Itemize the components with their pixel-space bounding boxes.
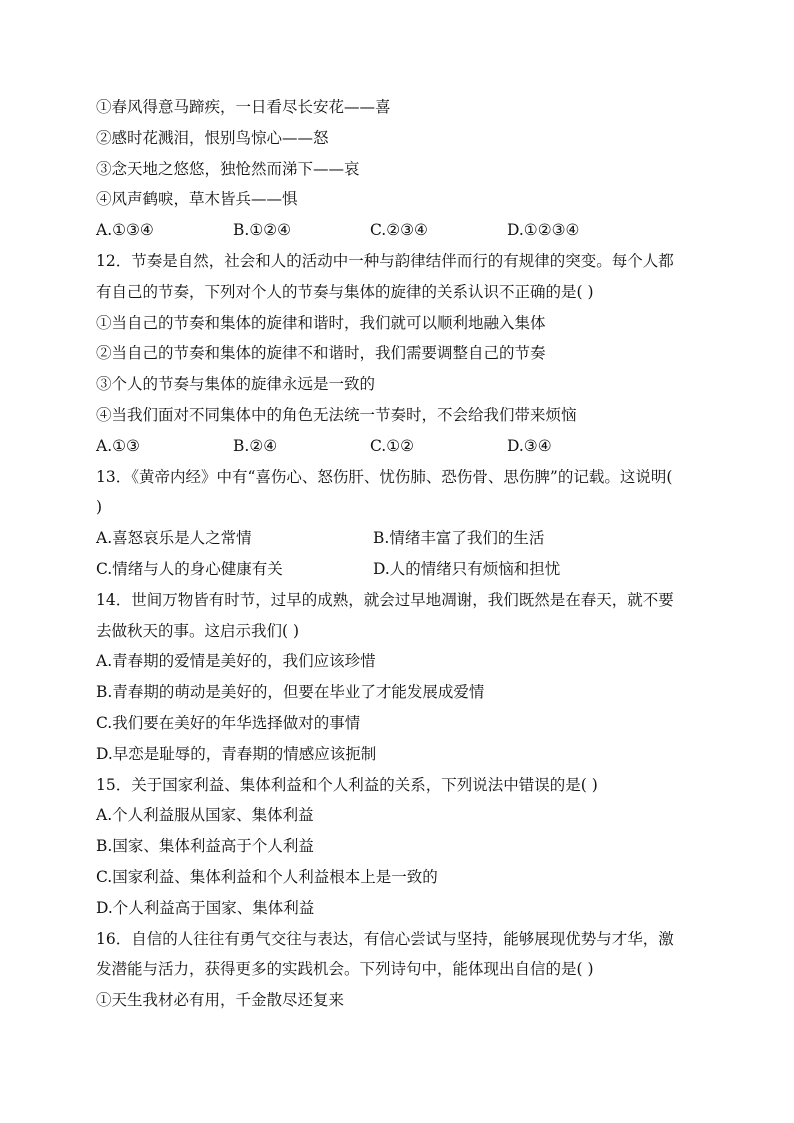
q14-option-c: C.我们要在美好的年华选择做对的事情 [96, 713, 361, 732]
q12-option-d: D.③④ [507, 436, 552, 455]
q12-item-4: ④当我们面对不同集体中的角色无法统一节奏时，不会给我们带来烦恼 [96, 405, 577, 424]
q11-item-1: ①春风得意马蹄疾，一日看尽长安花——喜 [96, 98, 391, 116]
q14-option-b: B.青春期的萌动是美好的，但要在毕业了才能发展成爱情 [96, 683, 485, 702]
q11-item-2: ②感时花溅泪，恨别鸟惊心——怒 [96, 128, 329, 147]
q13-stem-line-2: ) [96, 498, 103, 517]
q15-option-c: C.国家利益、集体利益和个人利益根本上是一致的 [96, 867, 438, 886]
q13-option-b: B.情绪丰富了我们的生活 [373, 529, 545, 548]
q12-item-3: ③个人的节奏与集体的旋律永远是一致的 [96, 375, 376, 394]
q16-stem-line-1: 16．自信的人往往有勇气交往与表达，有信心尝试与坚持，能够展现优势与才华，激 [96, 929, 674, 948]
q12-option-c: C.①② [370, 436, 415, 455]
q15-option-a: A.个人利益服从国家、集体利益 [96, 806, 314, 825]
q11-options [96, 215, 706, 246]
q11-option-b: B.①②④ [233, 221, 292, 240]
q13-options-row-2 [96, 554, 706, 585]
exam-page [96, 92, 706, 1016]
q14-stem-line-2: 去做秋天的事。这启示我们( ) [96, 621, 300, 640]
q12-stem-line-1: 12．节奏是自然，社会和人的活动中一种与韵律结伴而行的有规律的突变。每个人都 [96, 251, 674, 270]
q11-option-a: A.①③④ [96, 221, 154, 240]
question-12 [96, 246, 706, 462]
q12-item-2: ②当自己的节奏和集体的旋律不和谐时，我们需要调整自己的节奏 [96, 344, 546, 363]
q16-stem-line-2: 发潜能与活力，获得更多的实践机会。下列诗句中，能体现出自信的是( ) [96, 960, 594, 979]
q12-item-1: ①当自己的节奏和集体的旋律和谐时，我们就可以顺利地融入集体 [96, 313, 546, 332]
q13-option-d: D.人的情绪只有烦恼和担忧 [373, 559, 561, 578]
q13-options-row-1 [96, 523, 706, 554]
q14-option-d: D.早恋是耻辱的，青春期的情感应该扼制 [96, 744, 377, 763]
q12-stem-line-2: 有自己的节奏，下列对个人的节奏与集体的旋律的关系认识不正确的是( ) [96, 282, 594, 301]
q13-option-a: A.喜怒哀乐是人之常情 [96, 529, 252, 548]
q14-option-a: A.青春期的爱情是美好的，我们应该珍惜 [96, 652, 376, 671]
q11-item-3: ③念天地之悠悠，独怆然而涕下——哀 [96, 159, 360, 178]
q14-stem-line-1: 14．世间万物皆有时节，过早的成熟，就会过早地凋谢，我们既然是在春天，就不要 [96, 590, 674, 609]
q15-option-d: D.个人利益高于国家、集体利益 [96, 898, 315, 917]
q12-options [96, 431, 706, 462]
q11-item-4: ④风声鹤唳，草木皆兵——惧 [96, 190, 298, 209]
q11-option-c: C.②③④ [370, 221, 428, 240]
q12-option-b: B.②④ [233, 436, 278, 455]
question-11 [96, 92, 706, 246]
q16-item-1: ①天生我材必有用，千金散尽还复来 [96, 991, 345, 1010]
question-16 [96, 924, 706, 1016]
question-15 [96, 770, 706, 924]
q11-option-d: D.①②③④ [507, 221, 580, 240]
q13-option-c: C.情绪与人的身心健康有关 [96, 559, 283, 578]
q15-stem: 15．关于国家利益、集体利益和个人利益的关系，下列说法中错误的是( ) [96, 775, 598, 794]
question-14 [96, 585, 706, 770]
question-13 [96, 462, 706, 585]
q15-option-b: B.国家、集体利益高于个人利益 [96, 837, 314, 856]
q12-option-a: A.①③ [96, 436, 140, 455]
q13-stem-line-1: 13．《黄帝内经》中有“喜伤心、怒伤肝、忧伤肺、恐伤骨、思伤脾”的记载。这说明( [96, 467, 673, 486]
